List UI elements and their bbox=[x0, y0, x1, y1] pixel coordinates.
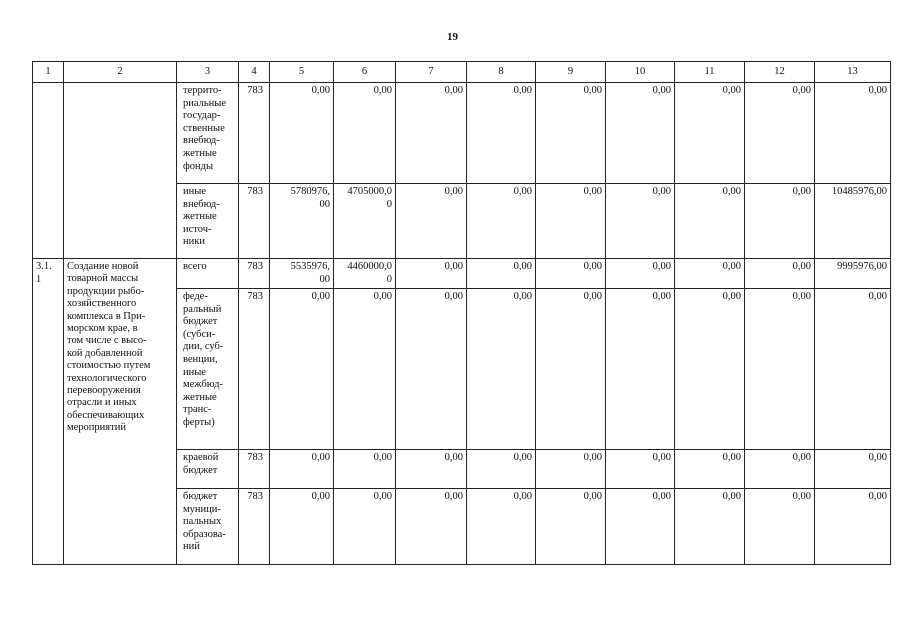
cell-code: 783 bbox=[239, 83, 270, 184]
column-header: 13 bbox=[815, 62, 891, 83]
cell-value: 5780976, 00 bbox=[270, 184, 334, 259]
cell-value: 0,00 bbox=[396, 259, 467, 289]
cell-description bbox=[64, 83, 177, 259]
cell-value: 0,00 bbox=[745, 289, 815, 450]
cell-value: 0,00 bbox=[396, 489, 467, 565]
column-header: 8 bbox=[467, 62, 536, 83]
cell-value: 0,00 bbox=[745, 184, 815, 259]
cell-code: 783 bbox=[239, 489, 270, 565]
cell-number: 3.1. 1 bbox=[33, 259, 64, 565]
cell-funding-source: иные внебюд- жетные источ- ники bbox=[177, 184, 239, 259]
column-header: 5 bbox=[270, 62, 334, 83]
cell-value: 0,00 bbox=[536, 450, 606, 489]
cell-value: 0,00 bbox=[675, 83, 745, 184]
cell-funding-source: террито- риальные государ- ственные внебюд- жетные фонды bbox=[177, 83, 239, 184]
cell-funding-source: всего bbox=[177, 259, 239, 289]
cell-value: 0,00 bbox=[675, 184, 745, 259]
cell-value: 0,00 bbox=[815, 489, 891, 565]
cell-funding-source: краевой бюджет bbox=[177, 450, 239, 489]
cell-value: 0,00 bbox=[396, 83, 467, 184]
cell-value: 0,00 bbox=[467, 259, 536, 289]
cell-value: 0,00 bbox=[745, 450, 815, 489]
cell-value: 0,00 bbox=[675, 259, 745, 289]
cell-value: 0,00 bbox=[334, 489, 396, 565]
cell-number bbox=[33, 83, 64, 259]
cell-value: 0,00 bbox=[536, 289, 606, 450]
cell-value: 0,00 bbox=[334, 289, 396, 450]
cell-value: 0,00 bbox=[606, 450, 675, 489]
cell-value: 9995976,00 bbox=[815, 259, 891, 289]
cell-value: 0,00 bbox=[270, 289, 334, 450]
column-header: 1 bbox=[33, 62, 64, 83]
cell-value: 5535976, 00 bbox=[270, 259, 334, 289]
cell-value: 0,00 bbox=[396, 289, 467, 450]
cell-value: 0,00 bbox=[675, 450, 745, 489]
cell-value: 0,00 bbox=[396, 184, 467, 259]
cell-value: 0,00 bbox=[467, 489, 536, 565]
table-row bbox=[33, 259, 891, 289]
cell-value: 0,00 bbox=[815, 450, 891, 489]
budget-table bbox=[32, 61, 891, 565]
table-row bbox=[33, 83, 891, 184]
cell-value: 0,00 bbox=[745, 259, 815, 289]
column-header: 4 bbox=[239, 62, 270, 83]
cell-code: 783 bbox=[239, 259, 270, 289]
cell-funding-source: феде- ральный бюджет (субси- дии, суб- венции, иные межбюд- жетные транс- ферты) bbox=[177, 289, 239, 450]
cell-funding-source: бюджет муници- пальных образова- ний bbox=[177, 489, 239, 565]
column-header: 12 bbox=[745, 62, 815, 83]
cell-value: 0,00 bbox=[606, 83, 675, 184]
cell-value: 0,00 bbox=[334, 450, 396, 489]
cell-code: 783 bbox=[239, 184, 270, 259]
cell-value: 0,00 bbox=[536, 489, 606, 565]
cell-value: 0,00 bbox=[467, 184, 536, 259]
cell-value: 0,00 bbox=[745, 489, 815, 565]
cell-value: 0,00 bbox=[606, 259, 675, 289]
cell-value: 0,00 bbox=[675, 489, 745, 565]
cell-value: 10485976,00 bbox=[815, 184, 891, 259]
column-header: 7 bbox=[396, 62, 467, 83]
cell-value: 0,00 bbox=[270, 450, 334, 489]
column-header: 10 bbox=[606, 62, 675, 83]
cell-value: 4460000,0 0 bbox=[334, 259, 396, 289]
column-header: 3 bbox=[177, 62, 239, 83]
cell-value: 0,00 bbox=[536, 184, 606, 259]
cell-value: 0,00 bbox=[815, 289, 891, 450]
column-header: 11 bbox=[675, 62, 745, 83]
cell-code: 783 bbox=[239, 450, 270, 489]
cell-value: 0,00 bbox=[675, 289, 745, 450]
cell-value: 0,00 bbox=[396, 450, 467, 489]
cell-value: 4705000,0 0 bbox=[334, 184, 396, 259]
cell-value: 0,00 bbox=[606, 184, 675, 259]
column-header: 2 bbox=[64, 62, 177, 83]
cell-value: 0,00 bbox=[536, 83, 606, 184]
cell-value: 0,00 bbox=[536, 259, 606, 289]
cell-value: 0,00 bbox=[467, 450, 536, 489]
column-header: 9 bbox=[536, 62, 606, 83]
cell-value: 0,00 bbox=[334, 83, 396, 184]
header-row bbox=[33, 62, 891, 83]
cell-value: 0,00 bbox=[815, 83, 891, 184]
cell-value: 0,00 bbox=[606, 289, 675, 450]
page-number: 19 bbox=[447, 31, 458, 43]
cell-value: 0,00 bbox=[745, 83, 815, 184]
cell-code: 783 bbox=[239, 289, 270, 450]
cell-description: Создание новой товарной массы продукции рыбо- хозяйственного комплекса в При- морском крае, в том числе с высо- кой добавленной стоимостью путем технологического перевооружения отрасли и иных обеспечивающих мероприятий bbox=[64, 259, 177, 565]
cell-value: 0,00 bbox=[467, 83, 536, 184]
cell-value: 0,00 bbox=[270, 489, 334, 565]
cell-value: 0,00 bbox=[270, 83, 334, 184]
cell-value: 0,00 bbox=[467, 289, 536, 450]
column-header: 6 bbox=[334, 62, 396, 83]
cell-value: 0,00 bbox=[606, 489, 675, 565]
